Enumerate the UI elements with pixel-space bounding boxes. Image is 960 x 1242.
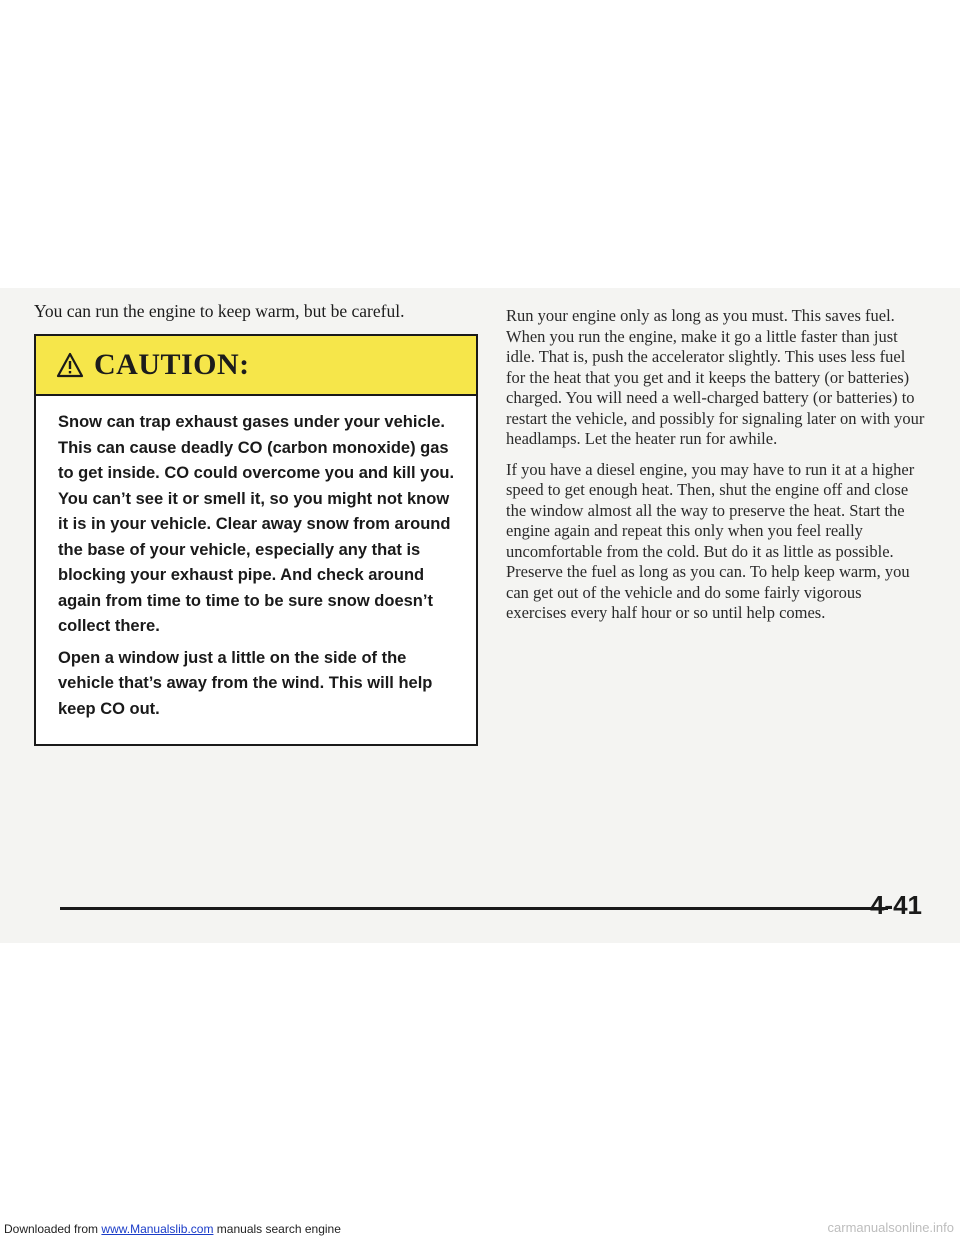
footer-rule: [60, 907, 888, 910]
right-column: [506, 306, 926, 634]
download-prefix: Downloaded from: [4, 1222, 99, 1236]
watermark: carmanualsonline.info: [827, 1220, 954, 1235]
caution-header: [36, 336, 476, 396]
caution-title: CAUTION:: [94, 348, 250, 381]
intro-text: You can run the engine to keep warm, but be careful.: [34, 301, 405, 321]
left-column: [34, 300, 478, 746]
manualslib-link[interactable]: www.Manualslib.com: [101, 1222, 214, 1236]
warning-triangle-icon: [56, 352, 84, 378]
download-suffix: manuals search engine: [216, 1222, 341, 1236]
page-number: 4-41: [869, 890, 922, 920]
caution-paragraph: Snow can trap exhaust gases under your vehicle. This can cause deadly CO (carbon monoxide) gas to get inside. CO could overcome you and kill you. You can’t see it or smell it, so you might not know it is in your vehicle. Clear away snow from around the base of your vehicle, especially any that is blocking your exhaust pipe. And check around again from time to time to be sure snow doesn’t collect there.: [58, 413, 455, 635]
body-paragraph: If you have a diesel engine, you may have to run it at a higher speed to get enough heat. Then, shut the engine off and close the window almost all the way to preserve the heat. Start the engine again and repeat this only when you feel really uncomfortable from the cold. But do it as little as possible. Preserve the fuel as long as you can. To help keep warm, you can get out of the vehicle and do some fairly vigorous exercises every half hour or so until help comes.: [506, 459, 915, 622]
caution-body: [36, 396, 476, 744]
download-banner: [4, 1222, 341, 1236]
caution-box: [34, 334, 478, 746]
body-paragraph: Run your engine only as long as you must. This saves fuel. When you run the engine, make it go a little faster than just idle. That is, push the accelerator slightly. This uses less fuel for the heat that you get and it keeps the battery (or batteries) charged. You will need a well-charged battery (or batteries) to restart the vehicle, and possibly for signaling later on with your headlamps. Let the heater run for awhile.: [506, 306, 925, 448]
caution-paragraph: Open a window just a little on the side of the vehicle that’s away from the wind. This will help keep CO out.: [58, 648, 433, 718]
